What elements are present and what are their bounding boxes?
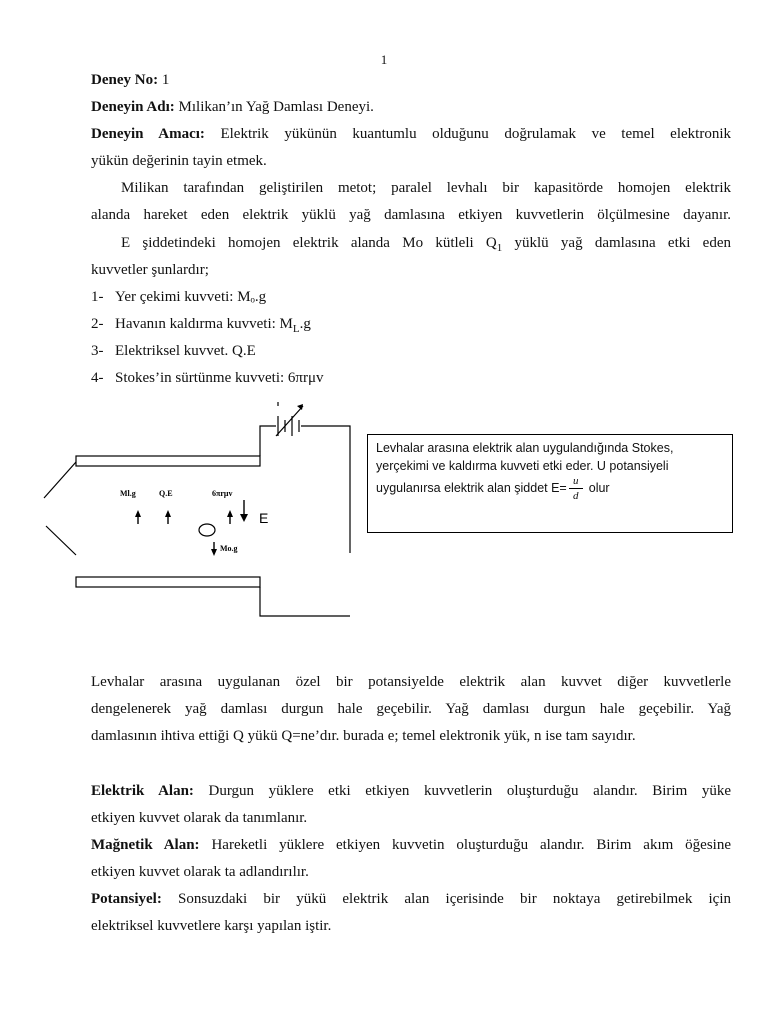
force-label-stokes: 6πrμv xyxy=(212,489,233,498)
paragraph-3-line-1: Levhalar arasına uygulanan özel bir potansiyelde elektrik alan kuvvet diğer kuvvetlerle xyxy=(91,674,731,690)
info-box-line-1: Levhalar arasına elektrik alan uygulandığında Stokes, xyxy=(376,441,674,455)
definition-potential-text-2: elektriksel kuvvetlere karşı yapılan iştir. xyxy=(91,918,332,934)
force-item-text-after: .g xyxy=(299,316,311,332)
info-box-line-2: yerçekimi ve kaldırma kuvveti etki eder. U potansiyeli xyxy=(376,459,669,473)
definition-magnetic-text-1: Hareketli yüklere etkiyen kuvvetin oluşturduğu alandır. Birim akım öğesine xyxy=(211,837,731,853)
bottom-plate xyxy=(76,577,260,587)
paragraph-3-line-2: dengelenerek yağ damlası durgun hale geçebilir. Yağ damlası durgun hale geçebilir. Yağ xyxy=(91,701,731,717)
definition-electric-field xyxy=(91,781,731,801)
up-arrow-head-icon xyxy=(227,510,233,517)
intro-p2-text-b: yüklü yağ damlasına etki eden xyxy=(502,235,731,251)
force-item-text: Havanın kaldırma kuvveti: M xyxy=(115,316,293,332)
up-arrow-head-icon xyxy=(135,510,141,517)
force-item-subscript: L xyxy=(292,323,300,335)
info-box xyxy=(367,434,733,533)
top-plate xyxy=(76,456,260,466)
field-arrow-head-icon xyxy=(240,514,248,522)
experiment-number-value: 1 xyxy=(161,72,170,88)
oil-drop xyxy=(199,524,215,536)
definition-electric-text-2: etkiyen kuvvet olarak da tanımlanır. xyxy=(91,810,308,826)
force-label-gravity: Mo.g xyxy=(220,544,238,553)
intro-paragraph-1-line-1: Milikan tarafından geliştirilen metot; paralel levhalı bir kapasitörde homojen elektrik xyxy=(121,180,731,196)
paragraph-3-line-3: damlasının ihtiva ettiği Q yükü Q=ne’dır. burada e; temel elektronik yük, n ise tam sayıdır. xyxy=(91,728,636,744)
fraction-numerator: u xyxy=(573,475,579,487)
definition-potential-text-1: Sonsuzdaki bir yükü elektrik alan içerisinde bir noktaya getirebilmek için xyxy=(178,891,732,907)
force-item-number: 2- xyxy=(91,316,104,332)
force-item-text: Stokes’in sürtünme kuvveti: 6πrμv xyxy=(115,370,324,386)
force-label-electric: Q.E xyxy=(159,489,173,498)
intro-p2-subscript: 1 xyxy=(496,242,503,254)
intro-paragraph-1-line-2: alanda hareket eden elektrik yüklü yağ damlasına etkiyen kuvvetlerin ölçülmesine dayanır. xyxy=(91,207,731,223)
experiment-aim-label: Deneyin Amacı: xyxy=(91,126,205,142)
definition-electric-label: Elektrik Alan: xyxy=(91,783,194,799)
field-label-e: E xyxy=(259,510,269,526)
definition-potential xyxy=(91,889,731,909)
intro-p2-text-a: E şiddetindeki homojen elektrik alanda Mo kütleli Q xyxy=(121,235,497,251)
definition-magnetic-text-2: etkiyen kuvvet olarak ta adlandırılır. xyxy=(91,864,309,880)
intro-paragraph-2-line-2: kuvvetler şunlardır; xyxy=(91,262,209,278)
force-item-number: 3- xyxy=(91,343,104,359)
definition-magnetic-label: Mağnetik Alan: xyxy=(91,837,200,853)
force-item-number: 4- xyxy=(91,370,104,386)
force-item-text: Yer çekimi kuvveti: Mₒ.g xyxy=(115,289,267,305)
left-upper-slant xyxy=(44,462,76,498)
gravity-arrow-head-icon xyxy=(211,549,217,556)
force-label-buoyancy: Ml.g xyxy=(120,489,136,498)
force-item-number: 1- xyxy=(91,289,104,305)
up-arrow-head-icon xyxy=(165,510,171,517)
info-box-line-3 xyxy=(376,475,724,502)
experiment-number-label: Deney No: xyxy=(91,72,159,88)
definition-potential-label: Potansiyel: xyxy=(91,891,162,907)
force-item-text: Elektriksel kuvvet. Q.E xyxy=(115,343,256,359)
experiment-name-value: Mılikan’ın Yağ Damlası Deneyi. xyxy=(178,99,374,115)
field-formula-fraction xyxy=(569,475,583,502)
experiment-aim-text-2: yükün değerinin tayin etmek. xyxy=(91,153,267,169)
circuit-wires xyxy=(260,426,350,616)
experiment-aim-text-1: Elektrik yükünün kuantumlu olduğunu doğrulamak ve temel elektronik xyxy=(220,126,731,142)
definition-magnetic-field xyxy=(91,835,731,855)
page-number: 1 xyxy=(380,52,388,67)
experiment-name-label: Deneyin Adı: xyxy=(91,99,175,115)
fraction-denominator: d xyxy=(573,490,579,502)
info-box-line-3-end: olur xyxy=(588,480,610,495)
info-box-line-3-text: uygulanırsa elektrik alan şiddet E= xyxy=(376,480,567,495)
definition-electric-text-1: Durgun yüklere etki etkiyen kuvvetlerin oluşturduğu alandır. Birim yüke xyxy=(208,783,731,799)
left-lower-slant xyxy=(46,526,76,555)
